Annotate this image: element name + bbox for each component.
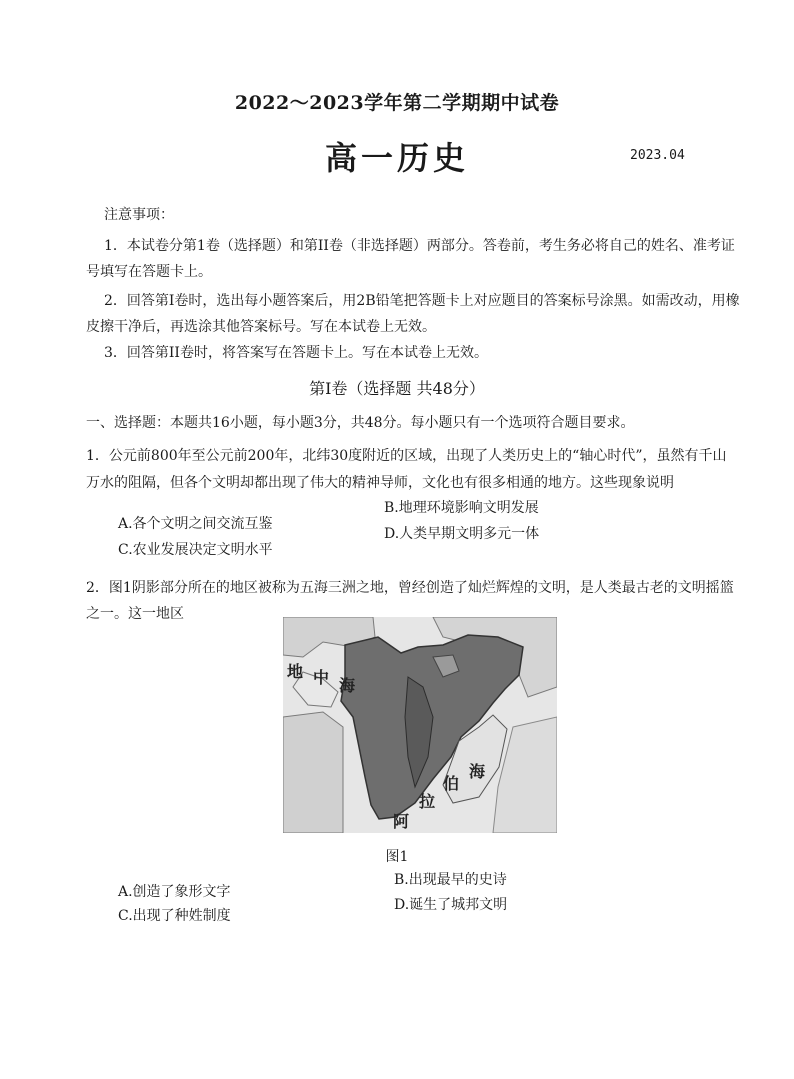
q2-option-b[interactable]: B.出现最早的史诗 [394,872,507,888]
q1-option-a[interactable]: A.各个文明之间交流互鉴 [118,516,273,532]
map-svg [283,617,557,833]
q2-option-a[interactable]: A.创造了象形文字 [118,884,231,900]
q1-option-c[interactable]: C.农业发展决定文明水平 [118,542,273,558]
note-2-line-1: 2．回答第I卷时，选出每小题答案后，用2B铅笔把答题卡上对应题目的答案标号涂黑。如需改动，用橡 [104,293,740,309]
q1-option-d[interactable]: D.人类早期文明多元一体 [384,526,540,542]
note-1-line-1: 1．本试卷分第1卷（选择题）和第II卷（非选择题）两部分。答卷前，考生务必将自己的姓名、准考证 [104,238,735,254]
q2-option-d[interactable]: D.诞生了城邦文明 [394,897,508,913]
note-2-line-2: 皮擦干净后，再选涂其他答案标号。写在本试卷上无效。 [86,319,436,335]
figure-caption: 图1 [385,849,409,865]
part1-instruction: 一、选择题：本题共16小题，每小题3分，共48分。每小题只有一个选项符合题目要求。 [86,415,635,431]
q1-stem-line-2: 万水的阻隔，但各个文明却都出现了伟大的精神导师，文化也有很多相通的地方。这些现象说明 [86,475,674,491]
q2-stem-line-2: 之一。这一地区 [86,606,184,622]
figure-1-map [283,617,557,833]
exam-date: 2023.04 [630,148,685,163]
map-label-zhong: 中 [313,668,330,687]
notes-heading: 注意事项： [104,207,174,223]
note-1-line-2: 号填写在答题卡上。 [86,264,212,280]
q2-option-c[interactable]: C.出现了种姓制度 [118,908,231,924]
q1-option-b[interactable]: B.地理环境影响文明发展 [384,500,539,516]
map-label-di: 地 [287,662,304,681]
map-label-bo: 伯 [443,774,460,793]
exam-title: 2022～2023学年第二学期期中试卷 [234,92,560,114]
note-3: 3．回答第II卷时，将答案写在答题卡上。写在本试卷上无效。 [104,345,488,361]
map-label-a: 阿 [393,812,410,831]
map-label-hai-mediterranean: 海 [339,676,356,695]
section-title: 第I卷（选择题 共48分） [309,379,485,398]
q1-stem-line-1: 1．公元前800年至公元前200年，北纬30度附近的区域，出现了人类历史上的“轴心时代”，虽然有千山 [86,448,727,464]
subject-title: 高一历史 [324,139,469,177]
map-label-la: 拉 [419,792,436,811]
map-label-hai-arabian: 海 [469,762,486,781]
africa-land [283,712,343,833]
q2-stem-line-1: 2．图1阴影部分所在的地区被称为五海三洲之地，曾经创造了灿烂辉煌的文明，是人类最古老的文明摇篮 [86,580,734,596]
